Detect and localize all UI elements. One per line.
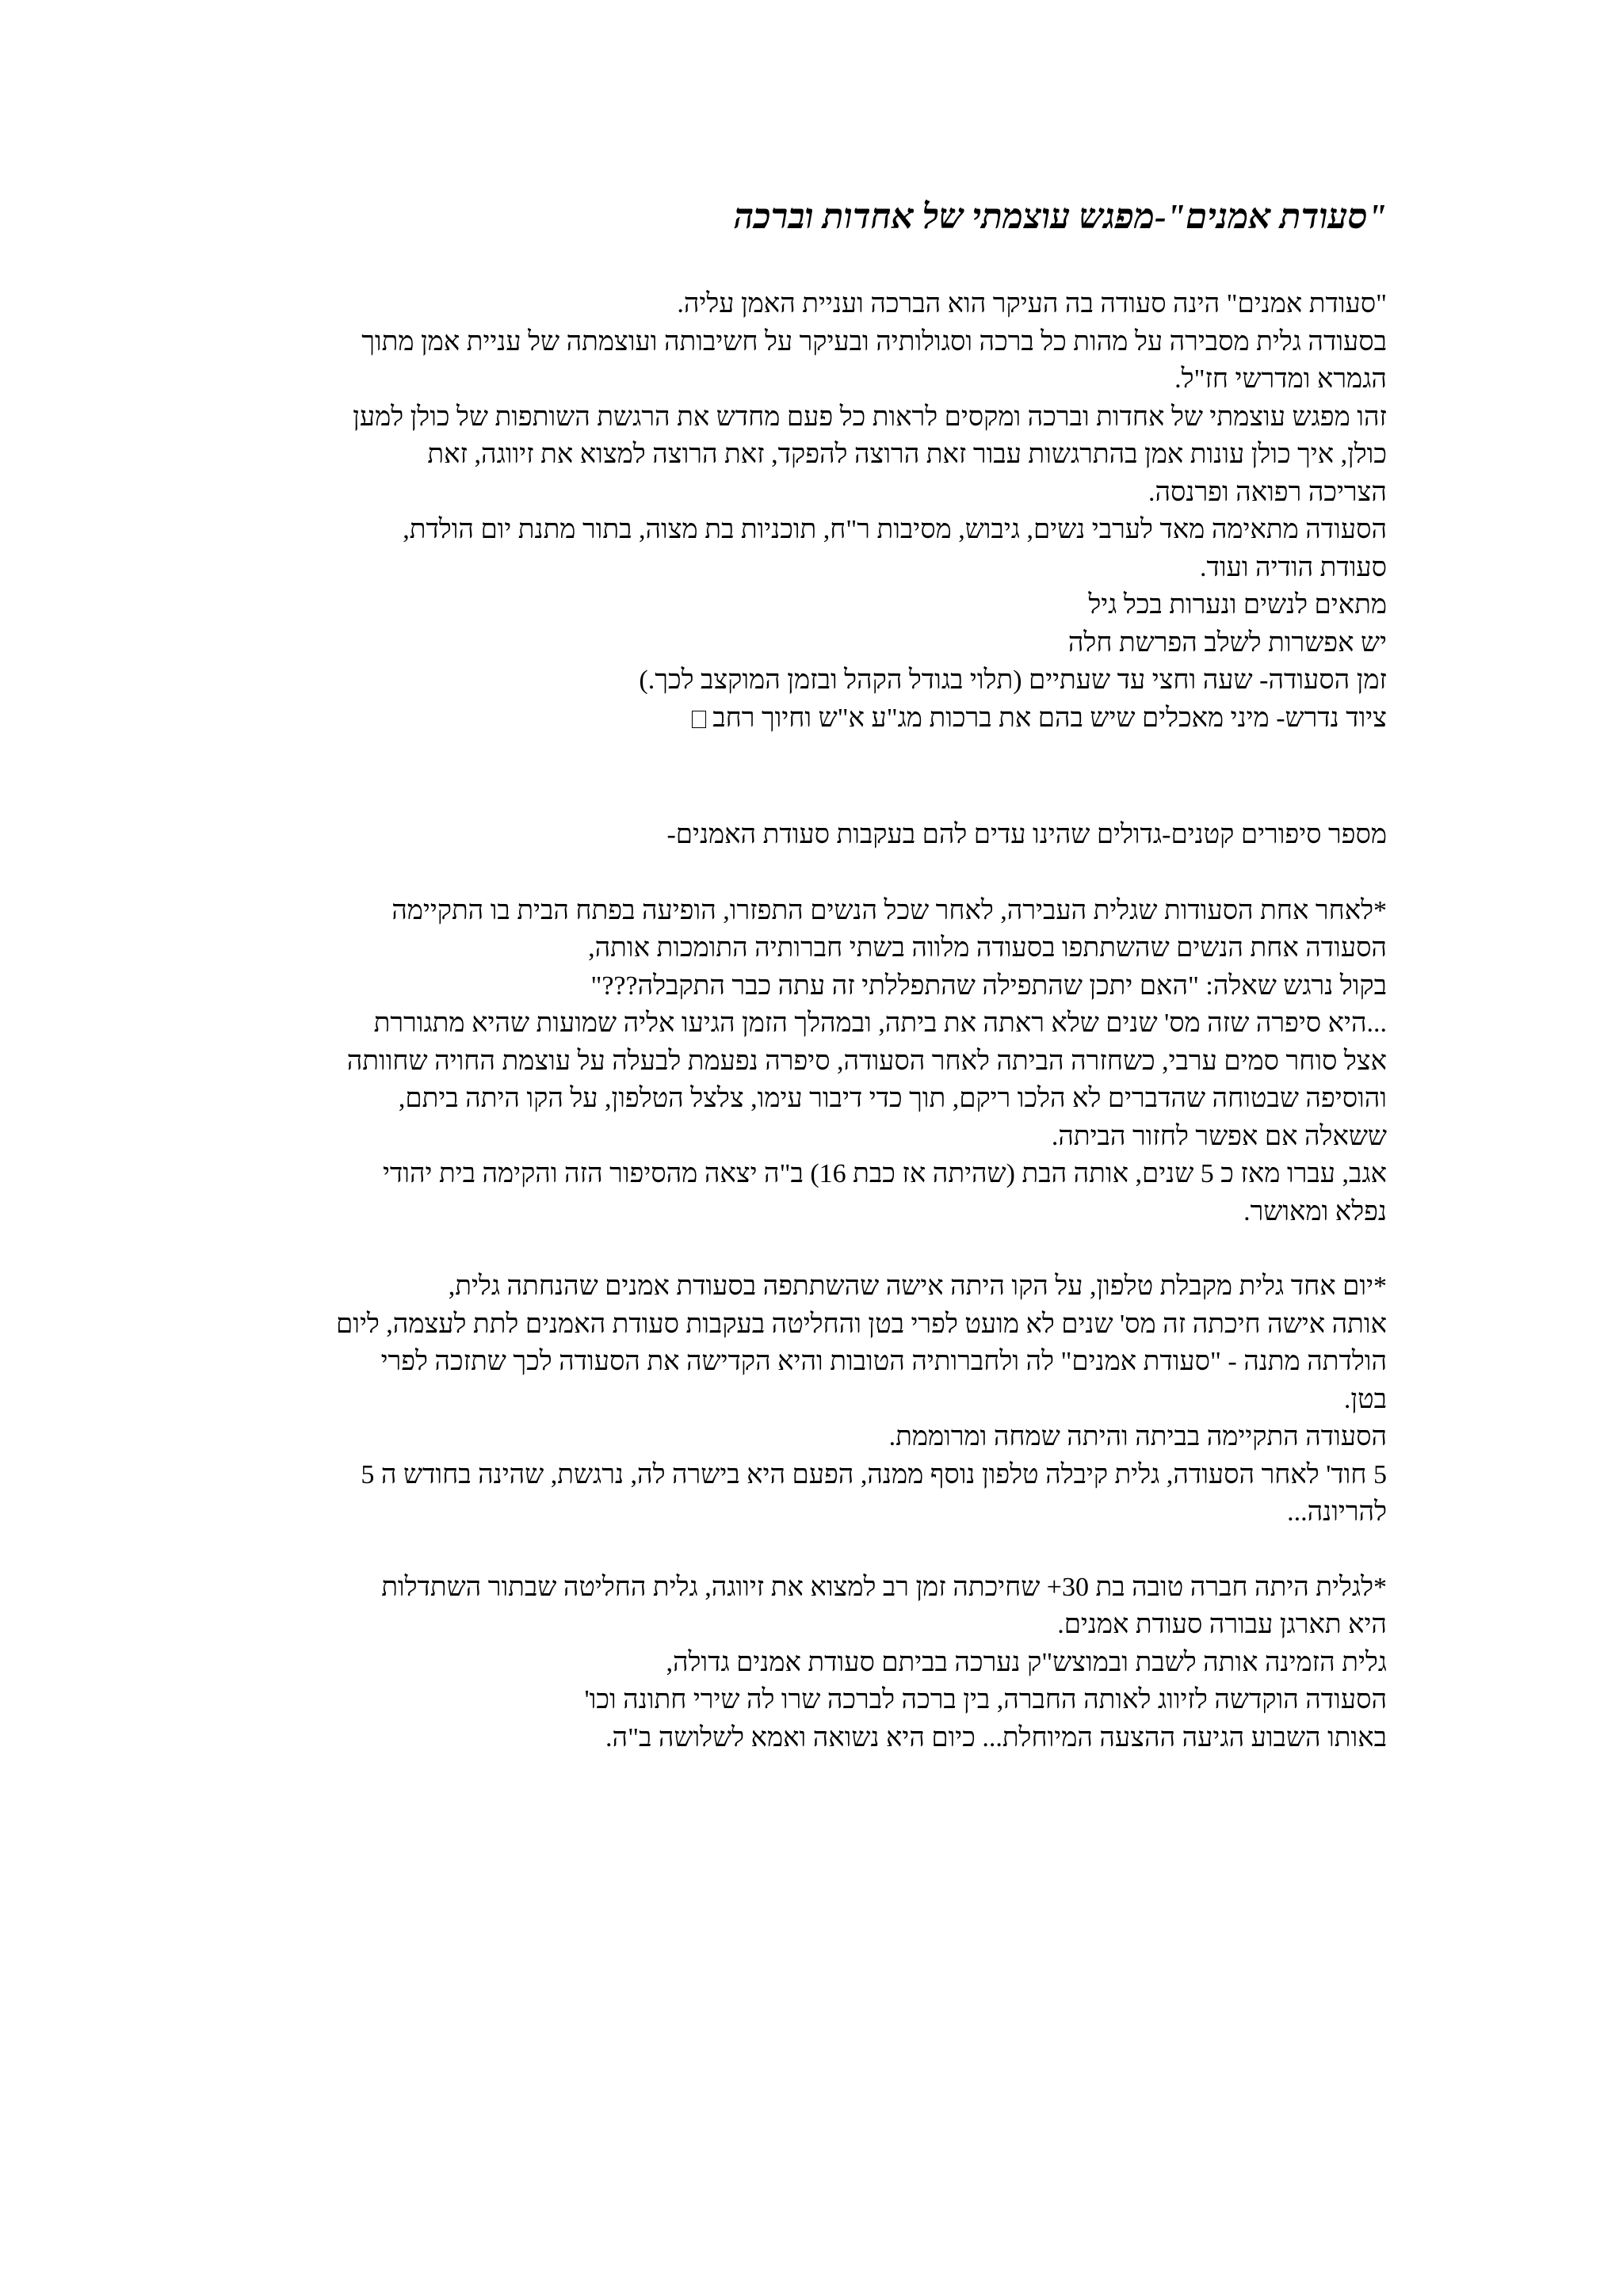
missing-glyph-icon xyxy=(692,711,706,728)
text-line: בטן. xyxy=(1343,1384,1387,1414)
text-line: הסעודה הוקדשה לזיווג לאותה החברה, בין ברכה לברכה שרו לה שירי חתונה וכו' xyxy=(584,1685,1387,1714)
text-line: אותה אישה חיכתה זה מס' שנים לא מועט לפרי בטן והחליטה בעקבות סעודת האמנים לתת לעצמה, ליום xyxy=(336,1309,1387,1339)
text-line: בסעודה גלית מסבירה על מהות כל ברכה וסגולותיה ובעיקר על חשיבותה ועוצמתה של עניית אמן מתוך xyxy=(361,326,1387,357)
text-line: 5 חוד' לאחר הסעודה, גלית קיבלה טלפון נוסף ממנה, הפעם היא בישרה לה, נרגשת, שהינה בחודש ה 5 xyxy=(361,1459,1387,1489)
intro-section xyxy=(238,285,1387,737)
document-title: "סעודת אמנים"-מפגש עוצמתי של אחדות וברכה xyxy=(733,197,1387,236)
text-line: *לאחר אחת הסעודות שגלית העבירה, לאחר שכל הנשים התפזרו, הופיעה בפתח הבית בו התקיימה xyxy=(391,895,1387,925)
document-body xyxy=(238,193,1387,1756)
text-line: נפלא ומאושר. xyxy=(1243,1196,1387,1226)
text-line: אגב, עברו מאז כ 5 שנים, אותה הבת (שהיתה אז כבת 16) ב"ה יצאה מהסיפור הזה והקימה בית יהודי xyxy=(383,1159,1387,1188)
text-line: סעודת הודיה ועוד. xyxy=(1200,552,1387,582)
text-line: ציוד נדרש- מיני מאכלים שיש בהם את ברכות מג"ע א"ש וחיוך רחב xyxy=(712,703,1387,733)
text-line: *לגלית היתה חברה טובה בת 30+ שחיכתה זמן רב למצוא את זיווגה, גלית החליטה שבתור השתדלות xyxy=(381,1572,1387,1602)
spacer xyxy=(238,1531,1387,1569)
text-line: בקול נרגש שאלה: "האם יתכן שהתפילה שהתפללתי זה עתה כבר התקבלה???" xyxy=(590,971,1387,1001)
text-line: הסעודה אחת הנשים שהשתתפו בסעודה מלווה בשתי חברותיה התומכות אותה, xyxy=(588,933,1387,963)
stories-heading: מספר סיפורים קטנים-גדולים שהינו עדים להם בעקבות סעודת האמנים- xyxy=(666,820,1387,849)
story-3 xyxy=(238,1569,1387,1757)
text-line: הסעודה מתאימה מאד לערבי נשים, גיבוש, מסיבות ר"ח, תוכניות בת מצוה, בתור מתנת יום הולדת, xyxy=(403,515,1387,544)
spacer xyxy=(238,737,1387,816)
story-2 xyxy=(238,1268,1387,1531)
text-line: *יום אחד גלית מקבלת טלפון, על הקו היתה אישה שהשתתפה בסעודת אמנים שהנחתה גלית, xyxy=(448,1272,1387,1301)
text-line: ...היא סיפרה שזה מס' שנים שלא ראתה את ביתה, ובמהלך הזמן הגיעו אליה שמועות שהיא מתגוררת xyxy=(373,1009,1387,1038)
text-line: להריונה... xyxy=(1287,1497,1387,1527)
text-line: הסעודה התקיימה בביתה והיתה שמחה ומרוממת. xyxy=(888,1422,1387,1451)
text-line: באותו השבוע הגיעה ההצעה המיוחלת... כיום היא נשואה ואמא לשלושה ב"ה. xyxy=(605,1722,1387,1753)
text-line: "סעודת אמנים" הינה סעודה בה העיקר הוא הברכה ועניית האמן עליה. xyxy=(677,289,1387,318)
story-1 xyxy=(238,892,1387,1231)
spacer xyxy=(238,1230,1387,1268)
text-line: זמן הסעודה- שעה וחצי עד שעתיים (תלוי בגודל הקהל ובזמן המוקצב לכך.) xyxy=(639,666,1387,695)
text-line: היא תארגן עבורה סעודת אמנים. xyxy=(1057,1610,1387,1639)
text-line: הצריכה רפואה ופרנסה. xyxy=(1148,477,1387,507)
text-line: ששאלה אם אפשר לחזור הביתה. xyxy=(1051,1121,1387,1151)
spacer xyxy=(238,854,1387,892)
text-line: כולן, איך כולן עונות אמן בהתרגשות עבור זאת הרוצה להפקד, זאת הרוצה למצוא את זיווגה, זאת xyxy=(427,440,1387,469)
text-line: והוסיפה שבטוחה שהדברים לא הלכו ריקם, תוך כדי דיבור עימו, צלצל הטלפון, על הקו היתה ביתם, xyxy=(398,1084,1387,1113)
text-line: אצל סוחר סמים ערבי, כשחזרה הביתה לאחר הסעודה, סיפרה נפעמת לבעלה על עוצמת החויה שחוותה xyxy=(346,1046,1387,1076)
text-line: מתאים לנשים ונערות בכל גיל xyxy=(1088,590,1387,620)
text-line: זהו מפגש עוצמתי של אחדות וברכה ומקסים לראות כל פעם מחדש את הרגשת השותפות של כולן למען xyxy=(353,402,1387,432)
text-line: הגמרא ומדרשי חז"ל. xyxy=(1174,364,1387,394)
text-line: גלית הזמינה אותה לשבת ובמוצש"ק נערכה בביתם סעודת אמנים גדולה, xyxy=(666,1647,1387,1677)
text-line-with-glyph xyxy=(238,700,1387,738)
text-line: הולדתה מתנה - "סעודת אמנים" לה ולחברותיה הטובות והיא הקדישה את הסעודה לכך שתזכה לפרי xyxy=(380,1347,1387,1376)
text-line: יש אפשרות לשלב הפרשת חלה xyxy=(1067,627,1387,658)
